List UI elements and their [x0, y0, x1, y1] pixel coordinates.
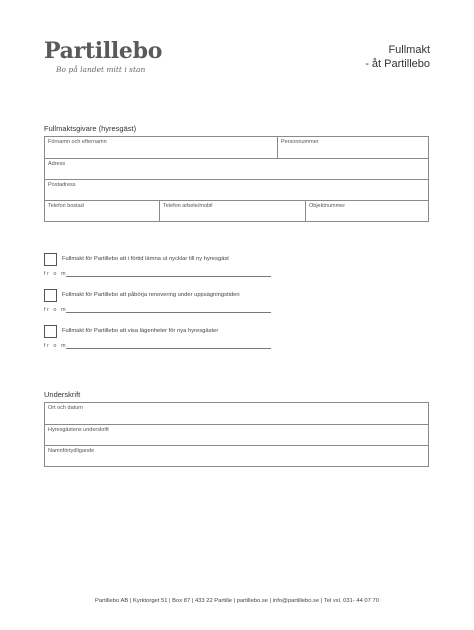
principal-grid [44, 136, 429, 222]
logo-tagline: Bo på landet mitt i stan [56, 65, 146, 74]
renovation-checkbox[interactable] [44, 289, 57, 302]
footer-contact: Partillebo AB | Kyrktorget 51 | Box 87 | 433 22 Partille | partillebo.se | info@partillebo.se | Tel vxl. 031- 44 07 70 [95, 598, 379, 604]
home-phone-field[interactable]: Telefon bostad [48, 203, 84, 209]
name-clarification-field[interactable]: Namnförtydligande [48, 448, 95, 454]
signature-row-place-date [45, 403, 428, 424]
renovation-label: Fullmakt för Partillebo att påbörja renovering under uppsägningstiden [62, 292, 240, 298]
signature-row-signature [45, 424, 428, 445]
object-number-field[interactable]: Objektnummer [305, 201, 428, 221]
renovation-from-label: fr o m [44, 307, 68, 313]
authorization-viewing [44, 325, 429, 365]
logo-wordmark: Partillebo [44, 38, 163, 64]
principal-row-address [45, 158, 428, 179]
partillebo-logo [44, 38, 164, 86]
personal-number-field[interactable]: Personnummer [277, 137, 428, 158]
keys-from-label: fr o m [44, 271, 68, 277]
signature-row-clarification [45, 445, 428, 466]
name-field[interactable]: Förnamn och efternamn [48, 139, 107, 145]
title-line-1: Fullmakt [388, 44, 430, 56]
signature-grid [44, 402, 429, 467]
viewing-from-date-line[interactable] [66, 348, 271, 349]
title-line-2: - åt Partillebo [365, 58, 430, 70]
viewing-checkbox[interactable] [44, 325, 57, 338]
authorization-renovation [44, 289, 429, 329]
document-title [365, 43, 430, 71]
tenant-signature-field[interactable]: Hyresgästens underskrift [48, 427, 109, 433]
keys-from-date-line[interactable] [66, 276, 271, 277]
keys-checkbox[interactable] [44, 253, 57, 266]
principal-row-postal [45, 179, 428, 200]
viewing-label: Fullmakt för Partillebo att visa lägenheter för nya hyresgäster [62, 328, 219, 334]
principal-row-phones [45, 200, 428, 221]
keys-label: Fullmakt för Partillebo att i förtid lämna ut nycklar till ny hyresgäst [62, 256, 229, 262]
postal-address-field[interactable]: Postadress [48, 182, 76, 188]
signature-heading: Underskrift [44, 390, 81, 399]
place-date-field[interactable]: Ort och datum [48, 405, 83, 411]
work-phone-field[interactable]: Telefon arbete/mobil [159, 201, 305, 221]
address-field[interactable]: Adress [48, 161, 66, 167]
authorization-keys [44, 253, 429, 293]
viewing-from-label: fr o m [44, 343, 68, 349]
principal-row-name [45, 137, 428, 158]
renovation-from-date-line[interactable] [66, 312, 271, 313]
principal-heading: Fullmaktsgivare (hyresgäst) [44, 124, 137, 133]
